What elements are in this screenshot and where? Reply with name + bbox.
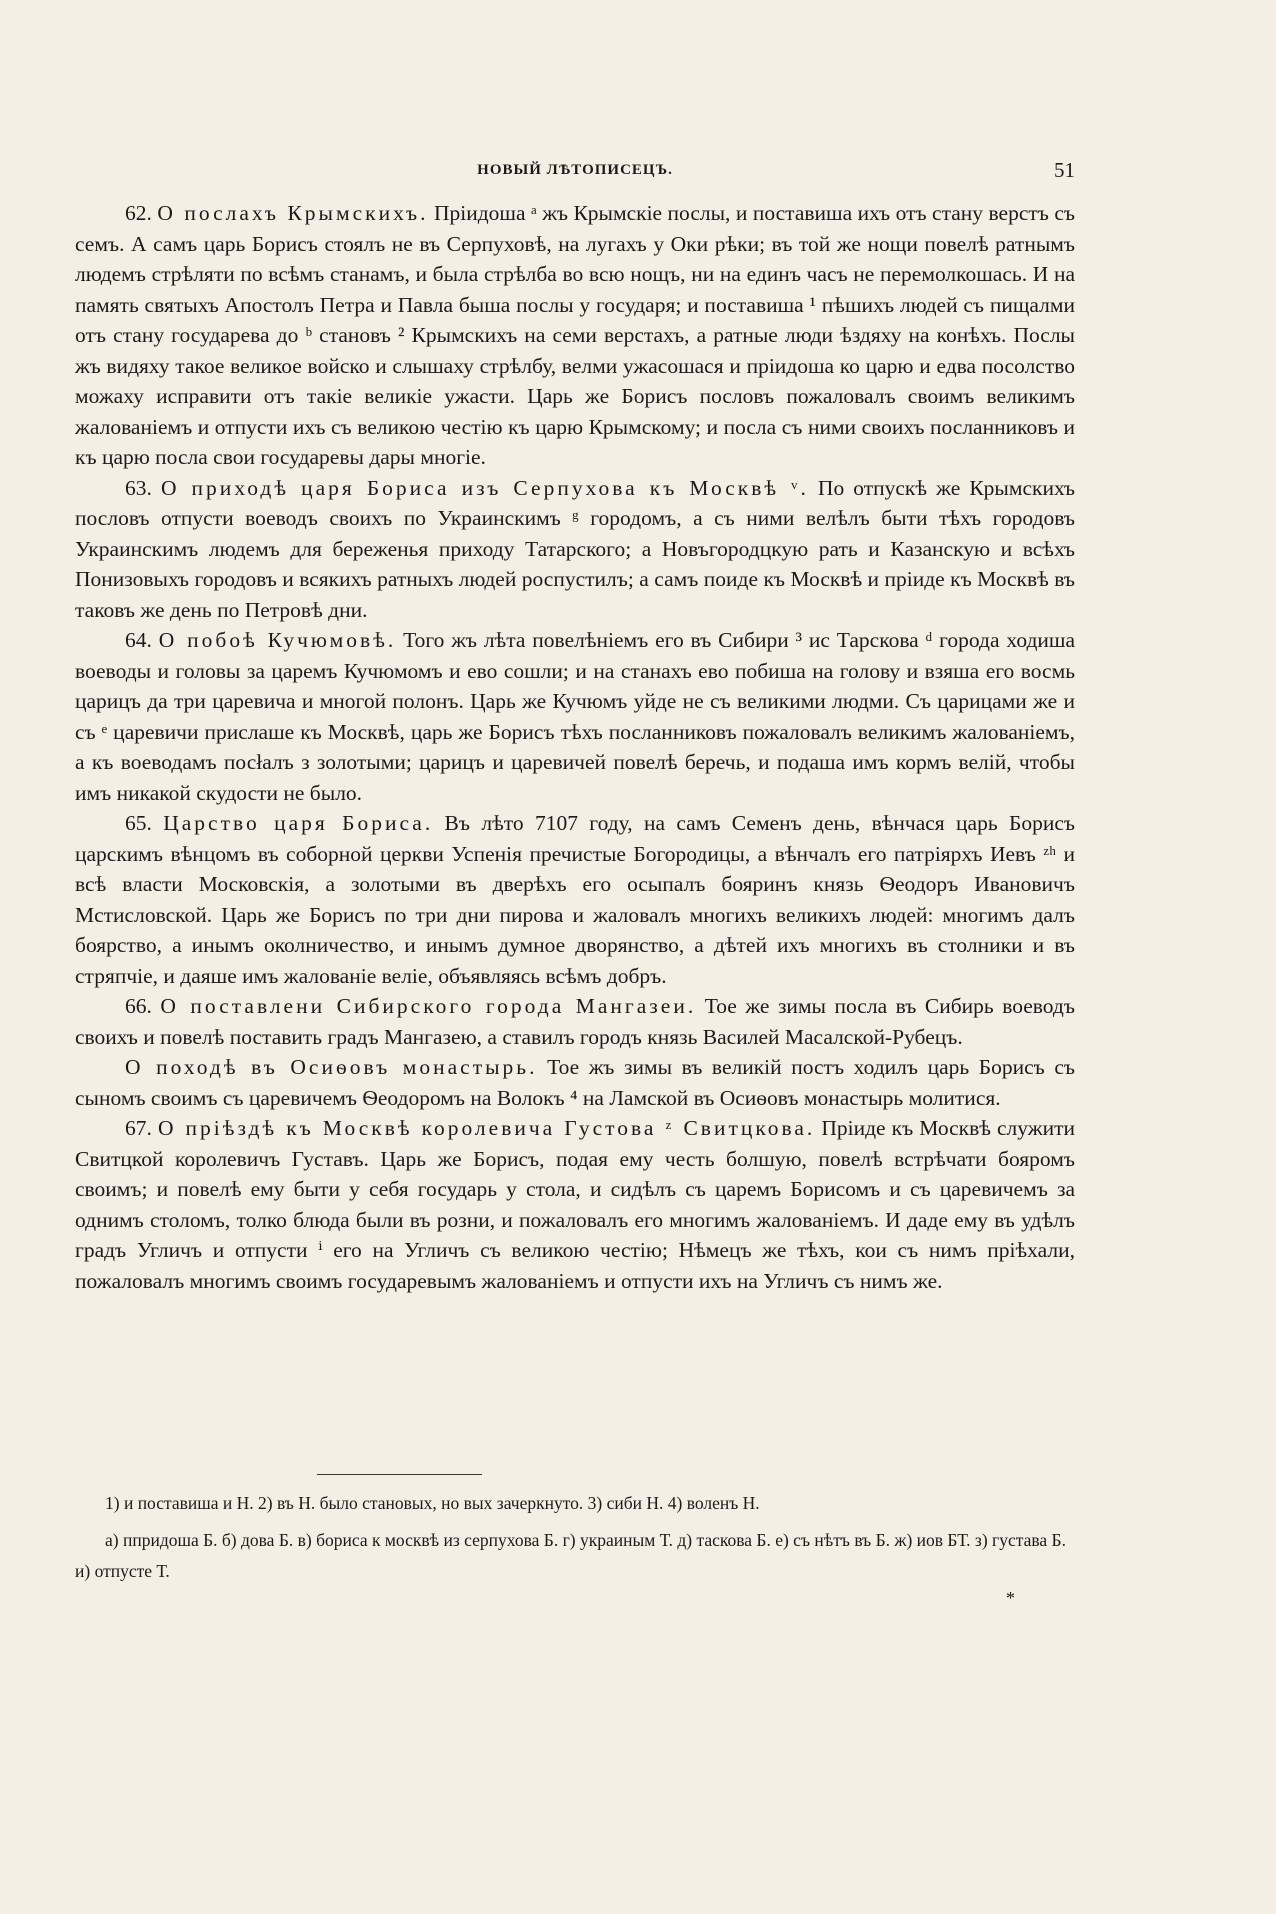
section-title: Царство царя Бориса. xyxy=(163,811,434,835)
running-title: НОВЫЙ ЛѢТОПИСЕЦЪ. xyxy=(477,162,673,178)
paragraph-66-sub xyxy=(75,1052,1075,1113)
section-title: О походѣ въ Осиѳовъ монастырь. xyxy=(125,1055,538,1079)
main-text xyxy=(75,198,1075,1296)
paragraph-62 xyxy=(75,198,1075,473)
asterisk-mark: * xyxy=(1006,1588,1015,1608)
paragraph-text: Пріиде къ Москвѣ служити Свитцкой королевичъ Густавъ. Царь же Борисъ, подая ему честь болшую, повелѣ встрѣчати бояромъ своимъ; и повелѣ ему быти у себя государь у стола, и сидѣлъ съ царемъ Борисомъ и съ царевичемъ за однимъ столомъ, толко блюда были въ розни, и пожаловалъ его многимъ жалованіемъ. И даде ему въ удѣлъ градъ Угличъ и отпусти ⁱ его на Угличъ съ великою честію; Нѣмецъ же тѣхъ, кои съ нимъ пріѣхали, пожаловалъ многимъ своимъ государевымъ жалованіемъ и отпусти ихъ на Угличъ съ нимъ же. xyxy=(75,1116,1076,1293)
footnotes xyxy=(75,1488,1075,1587)
paragraph-number: 65. xyxy=(125,811,152,835)
paragraph-number: 64. xyxy=(125,628,152,652)
numbered-footnotes: 1) и поставиша и Н. 2) въ Н. было становых, но вых зачеркнуто. 3) сиби Н. 4) воленъ Н. xyxy=(105,1493,760,1513)
paragraph-number: 63. xyxy=(125,475,152,500)
paragraph-66 xyxy=(75,991,1075,1052)
lettered-footnotes: а) ппридоша Б. б) дова Б. в) бориса к москвѣ из серпухова Б. г) украиным Т. д) таскова Б. е) съ нѣтъ въ Б. ж) иов БТ. з) густава Б. и) отпусте Т. xyxy=(75,1530,1066,1581)
paragraph-text: Тое жъ зимы въ великій постъ ходилъ царь Борисъ съ сыномъ своимъ съ царевичемъ Ѳеодоромъ на Волокъ ⁴ на Ламской въ Осиѳовъ монастырь молитися. xyxy=(75,1055,1076,1110)
footnote-divider xyxy=(317,1474,482,1475)
paragraph-63 xyxy=(75,473,1075,626)
paragraph-number: 62. xyxy=(125,201,152,225)
section-title: О побоѣ Кучюмовѣ. xyxy=(158,628,397,652)
section-title: О поставлени Сибирского города Мангазеи. xyxy=(160,994,697,1018)
section-title: О приходѣ царя Бориса изъ Серпухова къ Москвѣ ᵛ. xyxy=(160,475,809,500)
paragraph-text: По отпускѣ же Крымскихъ пословъ отпусти воеводъ своихъ по Украинскимъ ᵍ городомъ, а съ ними велѣлъ быти тѣхъ городовъ Украинскимъ людемъ для береженья приходу Татарского; а Новъгородцкую рать и Казанскую и всѣхъ Понизовыхъ городовъ и всякихъ ратныхъ людей роспустилъ; а самъ поиде къ Москвѣ и пріиде къ Москвѣ въ таковъ же день по Петровѣ дни. xyxy=(75,475,1076,622)
paragraph-number: 66. xyxy=(125,994,152,1018)
paragraph-number: 67. xyxy=(125,1116,152,1140)
paragraph-text: Пріидоша ᵃ жъ Крымскіе послы, и поставиша ихъ отъ стану верстъ съ семъ. А самъ царь Борисъ стоялъ не въ Серпуховѣ, на лугахъ у Оки рѣки; въ той же нощи повелѣ ратнымъ людемъ стрѣляти по всѣмъ станамъ, и была стрѣлба во всю нощъ, ни на единъ часъ не перемолкошась. И на память святыхъ Апостолъ Петра и Павла быша послы у государя; и поставиша ¹ пѣшихъ людей съ пищалми отъ стану государева до ᵇ становъ ² Крымскихъ на семи верстахъ, а ратные люди ѣздяху на конѣхъ. Послы жъ видяху такое великое войско и слышаху стрѣлбу, велми ужасошася и пріидоша ко царю и едва посолство можаху исправити отъ такіе великіе ужасти. Царь же Борисъ пословъ пожаловалъ своимъ великимъ жалованіемъ и отпусти ихъ съ великою честію къ царю Крымскому; и посла съ ними своихъ посланниковъ и къ царю посла свои государевы дары многіе. xyxy=(75,201,1075,469)
paragraph-65 xyxy=(75,808,1075,991)
paragraph-text: Того жъ лѣта повелѣніемъ его въ Сибири ³ ис Тарскова ᵈ города ходиша воеводы и головы за царемъ Кучюмомъ и ево сошли; и на станахъ ево побиша на голову и взяша его восмь царицъ да три царевича и многой полонъ. Царь же Кучюмъ уйде не съ великими людми. Съ царицами же и съ ᵉ царевичи прислаше къ Москвѣ, царь же Борисъ тѣхъ посланниковъ пожаловалъ великимъ жалованіемъ, а къ воеводамъ посłалъ з золотыми; царицъ и царевичей повелѣ беречь, и подаша имъ кормъ велій, чтобы имъ никакой скудости не было. xyxy=(75,628,1075,805)
section-title: О послахъ Крымскихъ. xyxy=(157,201,429,225)
paragraph-64 xyxy=(75,625,1075,808)
running-header xyxy=(75,158,1075,188)
paragraph-text: Въ лѣто 7107 году, на самъ Семенъ день, вѣнчася царь Борисъ царскимъ вѣнцомъ въ соборной церкви Успенія пречистые Богородицы, а вѣнчалъ его патріярхъ Иевъ ᶻʰ и всѣ власти Московскія, а золотыми въ дверѣхъ его осыпалъ бояринъ князь Ѳеодоръ Ивановичъ Мстисловской. Царь же Борисъ по три дни пирова и жаловалъ многихъ великихъ людей: многимъ далъ боярство, а инымъ околничество, и инымъ думное дворянство, а дѣтей ихъ многихъ въ столники и въ стряпчіе, и даяше имъ жалованіе веліе, объявляясь всѣмъ добръ. xyxy=(75,811,1075,988)
paragraph-text: Тое же зимы посла въ Сибирь воеводъ своихъ и повелѣ поставить градъ Мангазею, а ставилъ городъ князь Василей Масалской-Рубецъ. xyxy=(75,994,1075,1049)
section-title: О пріѣздѣ къ Москвѣ королевича Густова ᶻ Свитцкова. xyxy=(157,1116,816,1140)
paragraph-67 xyxy=(75,1113,1075,1296)
page-number: 51 xyxy=(1054,158,1075,182)
